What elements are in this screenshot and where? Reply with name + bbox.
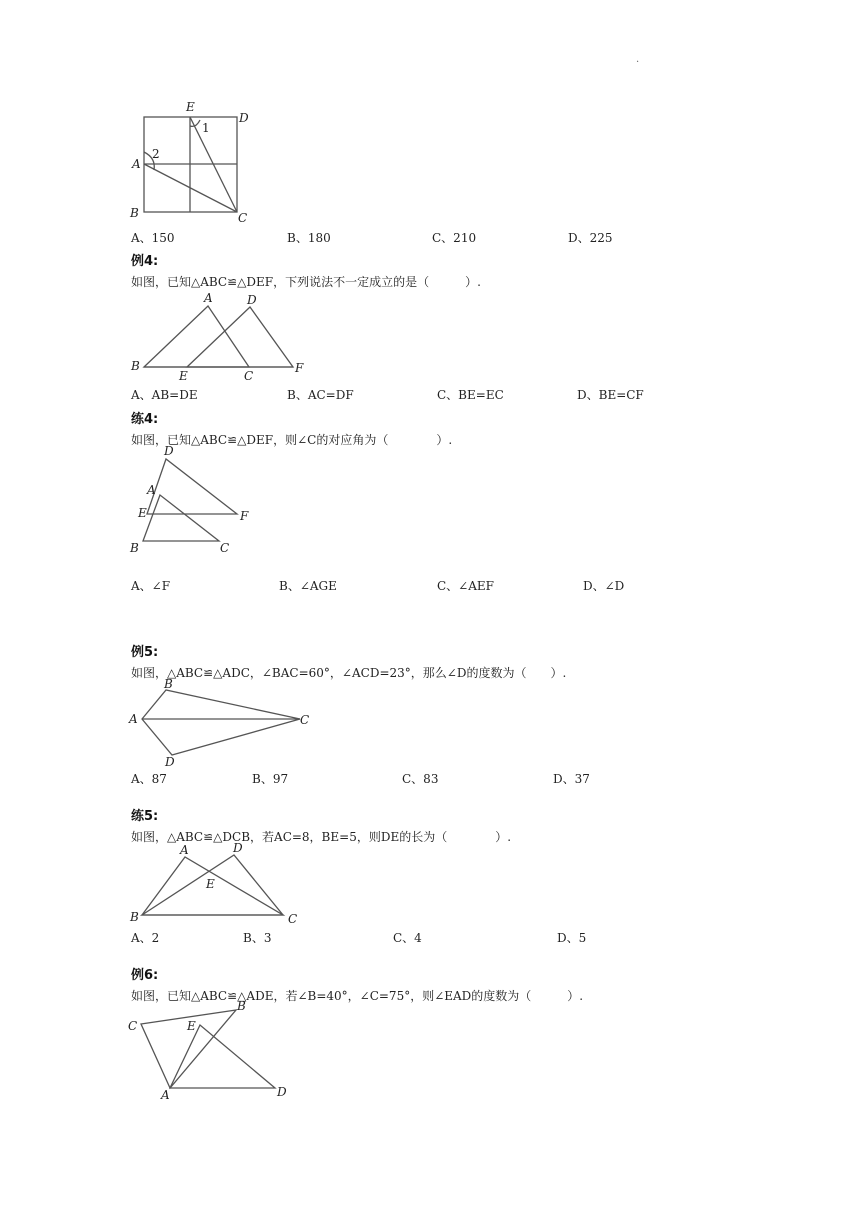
label-C: C xyxy=(220,541,230,555)
option-b[interactable]: B、97 xyxy=(252,772,289,786)
label-angle-2: 2 xyxy=(152,147,160,161)
label-C: C xyxy=(288,912,298,926)
option-a[interactable]: A、2 xyxy=(131,931,160,945)
option-b[interactable]: B、180 xyxy=(287,231,331,245)
label-B: B xyxy=(237,999,246,1013)
label-D: D xyxy=(165,755,175,769)
label-A: A xyxy=(147,483,156,497)
label-C: C xyxy=(244,369,254,383)
example6-question: 如图，已知△ABC≌△ADE，若∠B=40°，∠C=75°，则∠EAD的度数为（ ）. xyxy=(131,989,584,1003)
option-d[interactable]: D、BE=CF xyxy=(577,388,644,402)
example4-heading: 例4: xyxy=(131,254,159,269)
option-b[interactable]: B、3 xyxy=(243,931,272,945)
label-D: D xyxy=(239,111,249,125)
label-D: D xyxy=(247,293,257,307)
practice4-heading: 练4: xyxy=(131,412,159,427)
label-D: D xyxy=(233,841,243,855)
option-b[interactable]: B、AC=DF xyxy=(287,388,354,402)
example5-heading: 例5: xyxy=(131,645,159,660)
option-a[interactable]: A、AB=DE xyxy=(131,388,198,402)
practice4-question: 如图，已知△ABC≌△DEF，则∠C的对应角为（ ）. xyxy=(131,433,453,447)
label-F: F xyxy=(295,361,304,375)
example5-question: 如图，△ABC≌△ADC，∠BAC=60°，∠ACD=23°，那么∠D的度数为（ ）. xyxy=(131,666,567,680)
label-C: C xyxy=(128,1019,138,1033)
label-E: E xyxy=(187,1019,196,1033)
option-a[interactable]: A、∠F xyxy=(131,579,171,593)
label-E: E xyxy=(138,506,147,520)
example6-heading: 例6: xyxy=(131,968,159,983)
label-E: E xyxy=(186,100,195,114)
label-angle-1: 1 xyxy=(202,121,210,135)
label-A: A xyxy=(129,712,138,726)
option-a[interactable]: A、87 xyxy=(131,772,167,786)
label-C: C xyxy=(300,713,310,727)
example4-question: 如图，已知△ABC≌△DEF，下列说法不一定成立的是（ ）. xyxy=(131,275,481,289)
label-D: D xyxy=(277,1085,287,1099)
option-d[interactable]: D、5 xyxy=(557,931,587,945)
option-d[interactable]: D、∠D xyxy=(583,579,625,593)
practice5-question: 如图，△ABC≌△DCB，若AC=8，BE=5，则DE的长为（ ）. xyxy=(131,830,512,844)
page-marker: . xyxy=(636,54,640,65)
option-a[interactable]: A、150 xyxy=(131,231,175,245)
option-c[interactable]: C、∠AEF xyxy=(437,579,494,593)
option-c[interactable]: C、210 xyxy=(432,231,477,245)
label-D: D xyxy=(164,444,174,458)
label-E: E xyxy=(179,369,188,383)
label-F: F xyxy=(240,509,249,523)
option-c[interactable]: C、83 xyxy=(402,772,439,786)
option-d[interactable]: D、37 xyxy=(553,772,590,786)
label-A: A xyxy=(204,291,213,305)
label-A: A xyxy=(132,157,141,171)
option-b[interactable]: B、∠AGE xyxy=(279,579,337,593)
practice5-heading: 练5: xyxy=(131,809,159,824)
label-A: A xyxy=(180,843,189,857)
label-C: C xyxy=(238,211,248,225)
option-c[interactable]: C、BE=EC xyxy=(437,388,504,402)
label-A: A xyxy=(161,1088,170,1102)
label-B: B xyxy=(164,677,173,691)
label-B: B xyxy=(130,206,139,220)
option-c[interactable]: C、4 xyxy=(393,931,422,945)
label-B: B xyxy=(131,359,140,373)
label-B: B xyxy=(130,541,139,555)
label-E: E xyxy=(206,877,215,891)
label-B: B xyxy=(130,910,139,924)
option-d[interactable]: D、225 xyxy=(568,231,613,245)
